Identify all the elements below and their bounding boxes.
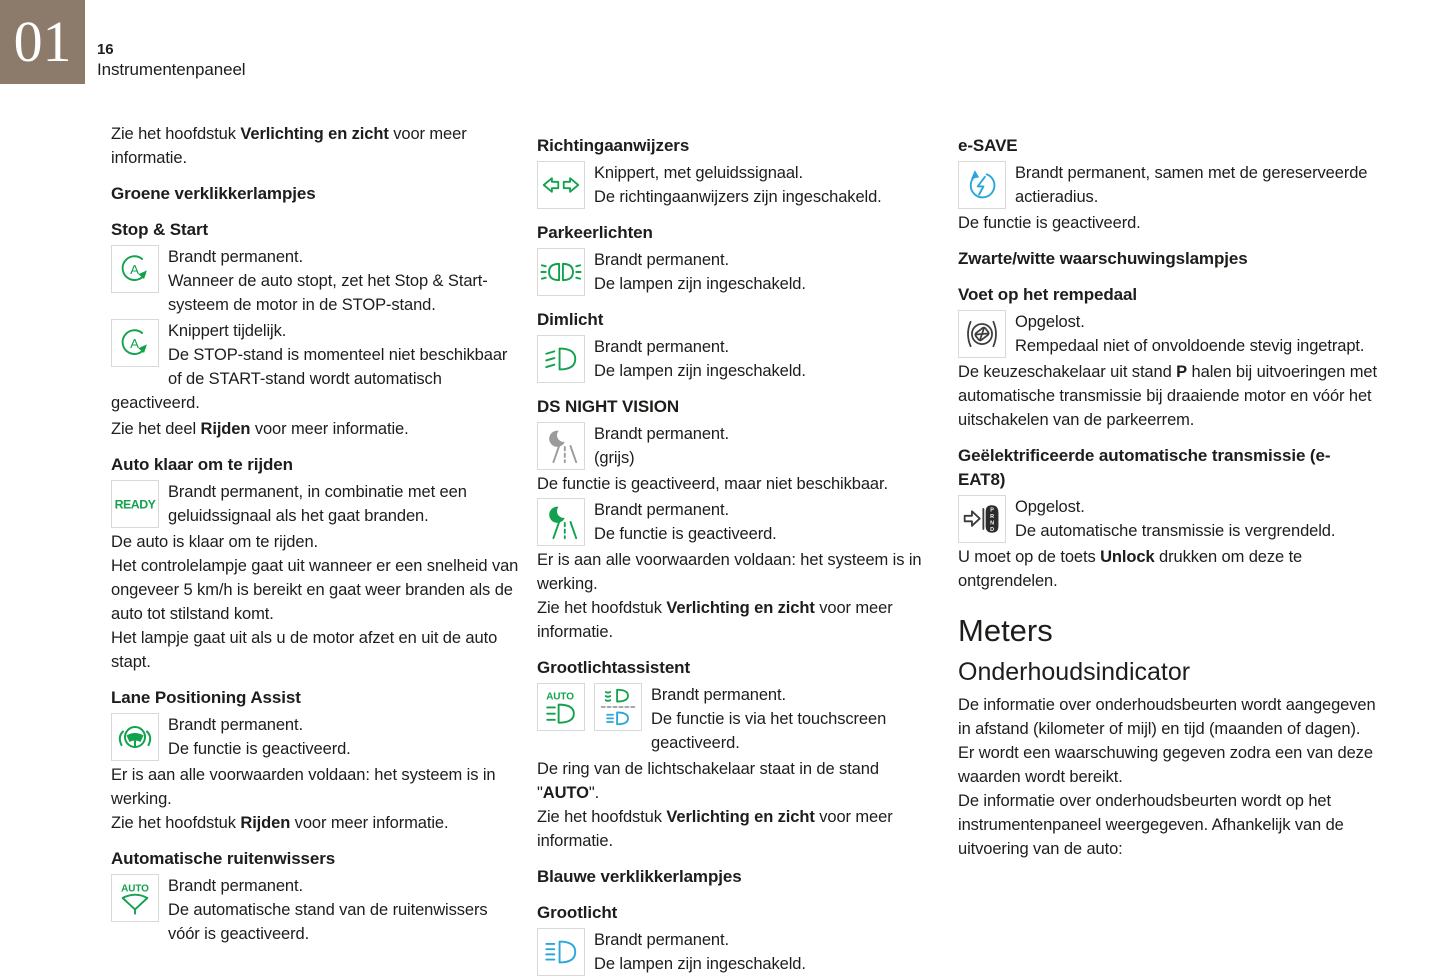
indicator-state: Brandt permanent. [594, 931, 729, 949]
reference-note: Zie het hoofdstuk Verlichting en zicht voor meer informatie. [537, 599, 893, 641]
indicator-desc: De functie is geactiveerd. [958, 214, 1141, 232]
auto-wiper-icon [111, 874, 159, 922]
indicator-state: Opgelost. [1015, 313, 1085, 331]
reference-note: Zie het hoofdstuk Verlichting en zicht voor meer informatie. [537, 808, 893, 850]
indicator-desc: U moet op de toets Unlock drukken om deze te ontgrendelen. [958, 548, 1303, 590]
svg-text:N: N [990, 520, 994, 527]
indicator-desc: Er is aan alle voorwaarden voldaan: het systeem is in werking. [537, 551, 922, 593]
indicator-row [111, 874, 519, 946]
indicator-desc: De automatische stand van de ruitenwissers vóór is geactiveerd. [168, 901, 488, 943]
section-title: Geëlektrificeerde automatische transmissie (e-EAT8) [958, 446, 1331, 489]
section-ready [111, 453, 519, 674]
heading-black-white-lamps: Zwarte/witte waarschuwingslampjes [958, 249, 1248, 268]
section-title: Onderhoudsindicator [958, 658, 1191, 686]
section-title: Auto klaar om te rijden [111, 455, 293, 474]
main-beam-icon [537, 928, 585, 976]
section-main-beam [537, 901, 945, 976]
column-1 [111, 122, 519, 978]
low-beam-icon [537, 335, 585, 383]
heading-blue-lamps: Blauwe verklikkerlampjes [537, 867, 742, 886]
indicator-desc: De auto is klaar om te rijden. [111, 533, 319, 551]
section-esave [958, 134, 1377, 235]
indicator-row [537, 683, 945, 755]
indicator-desc: Het controlelampje gaat uit wanneer er een snelheid van ongeveer 5 km/h is bereikt en gaat weer branden als de auto tot stilstand komt. [111, 557, 519, 623]
body-paragraph: De informatie over onderhoudsbeurten wordt aangegeven in afstand (kilometer of mijl) en tijd (maanden of dagen). [958, 696, 1376, 738]
indicator-row [958, 495, 1377, 543]
indicator-row [537, 248, 945, 296]
svg-text:D: D [990, 526, 994, 533]
indicator-row [111, 319, 519, 415]
body-paragraph: De informatie over onderhoudsbeurten wordt op het instrumentenpaneel weergegeven. Afhankelijk van de uitvoering van de auto: [958, 792, 1344, 858]
indicator-state: Brandt permanent. [594, 501, 729, 519]
svg-text:P: P [990, 507, 994, 514]
auto-high-beam-icon [537, 683, 585, 731]
indicator-state: Knippert tijdelijk. [168, 322, 287, 340]
stop-start-icon [111, 319, 159, 367]
indicator-desc: De functie is geactiveerd. [594, 525, 777, 543]
column-3 [958, 122, 1377, 978]
section-brake-pedal [958, 283, 1377, 432]
indicator-desc: Rempedaal niet of onvoldoende stevig ingetrapt. [1015, 337, 1365, 355]
indicator-desc: De functie is geactiveerd. [168, 740, 351, 758]
indicator-state: Knippert, met geluidssignaal. [594, 164, 803, 182]
section-title: Voet op het rempedaal [958, 285, 1137, 304]
night-vision-green-icon [537, 498, 585, 546]
body-paragraph: Er wordt een waarschuwing gegeven zodra een van deze waarden wordt bereikt. [958, 744, 1373, 786]
indicator-desc: De functie is via het touchscreen geactiveerd. [651, 710, 887, 752]
page-title: Instrumentenpaneel [97, 60, 246, 79]
section-title: Dimlicht [537, 310, 604, 329]
indicator-state: Brandt permanent. [168, 716, 303, 734]
intro-paragraph: Zie het hoofdstuk Verlichting en zicht voor meer informatie. [111, 125, 467, 167]
section-title: e-SAVE [958, 136, 1018, 155]
stop-start-icon [111, 245, 159, 293]
indicator-row [537, 161, 945, 209]
indicator-desc: De lampen zijn ingeschakeld. [594, 955, 806, 973]
section-high-beam-assist [537, 656, 945, 853]
svg-text:AUTO: AUTO [546, 691, 574, 703]
svg-text:READY: READY [114, 497, 156, 512]
page-header [97, 41, 245, 81]
indicator-desc: De functie is geactiveerd, maar niet beschikbaar. [537, 475, 888, 493]
indicator-desc: De STOP-stand is momenteel niet beschikbaar of de START-stand wordt automatisch geactiveerd. [111, 346, 508, 412]
section-title: Stop & Start [111, 220, 209, 239]
ready-icon [111, 480, 159, 528]
svg-text:R: R [990, 514, 994, 521]
section-title: Richtingaanwijzers [537, 136, 690, 155]
section-title: Automatische ruitenwissers [111, 849, 336, 868]
indicator-state: Brandt permanent. [594, 425, 729, 443]
indicator-desc: Het lampje gaat uit als u de motor afzet en uit de auto stapt. [111, 629, 498, 671]
section-night-vision [537, 395, 945, 644]
section-title: DS NIGHT VISION [537, 397, 680, 416]
chapter-number: 01 [13, 9, 72, 74]
indicator-desc: De lampen zijn ingeschakeld. [594, 275, 806, 293]
section-eat8 [958, 444, 1377, 593]
section-title: Lane Positioning Assist [111, 688, 301, 707]
section-auto-wipers [111, 847, 519, 946]
page-number: 16 [97, 41, 114, 58]
indicator-row [537, 928, 945, 976]
section-maintenance-indicator [958, 657, 1377, 861]
reference-note: Zie het deel Rijden voor meer informatie. [111, 420, 409, 438]
indicator-state: Brandt permanent. [651, 686, 786, 704]
indicator-row [958, 310, 1377, 358]
svg-text:A: A [130, 336, 139, 352]
section-title: Grootlichtassistent [537, 658, 691, 677]
lane-positioning-assist-icon [111, 713, 159, 761]
indicator-state: Brandt permanent. [594, 338, 729, 356]
indicator-desc: De automatische transmissie is vergrendeld. [1015, 522, 1336, 540]
turn-indicators-icon [537, 161, 585, 209]
indicator-row [111, 480, 519, 528]
section-parking-lights [537, 221, 945, 296]
heading-meters: Meters [958, 613, 1053, 648]
indicator-state: Brandt permanent. [168, 248, 303, 266]
indicator-desc: De richtingaanwijzers zijn ingeschakeld. [594, 188, 882, 206]
indicator-state: Brandt permanent, samen met de gereserveerde actieradius. [1015, 164, 1368, 206]
section-title: Grootlicht [537, 903, 618, 922]
reference-note: Zie het hoofdstuk Rijden voor meer informatie. [111, 814, 449, 832]
high-beam-assist-icon [594, 683, 642, 731]
indicator-row [111, 245, 519, 317]
brake-pedal-icon [958, 310, 1006, 358]
indicator-row [537, 335, 945, 383]
night-vision-gray-icon [537, 422, 585, 470]
parking-lights-icon [537, 248, 585, 296]
indicator-desc: De ring van de lichtschakelaar staat in de stand "AUTO". [537, 760, 879, 802]
indicator-state: Brandt permanent, in combinatie met een geluidssignaal als het gaat branden. [168, 483, 467, 525]
e-save-icon [958, 161, 1006, 209]
section-low-beam [537, 308, 945, 383]
indicator-desc: Wanneer de auto stopt, zet het Stop & Start-systeem de motor in de STOP-stand. [168, 272, 488, 314]
section-lane-positioning-assist [111, 686, 519, 835]
section-turn-indicators [537, 134, 945, 209]
indicator-state: Brandt permanent. [168, 877, 303, 895]
section-stop-start [111, 218, 519, 441]
svg-text:AUTO: AUTO [121, 883, 149, 895]
indicator-note: (grijs) [594, 449, 635, 467]
indicator-row [537, 422, 945, 470]
heading-green-lamps: Groene verklikkerlampjes [111, 184, 316, 203]
indicator-state: Opgelost. [1015, 498, 1085, 516]
indicator-desc: De lampen zijn ingeschakeld. [594, 362, 806, 380]
indicator-state: Brandt permanent. [594, 251, 729, 269]
indicator-row [958, 161, 1377, 209]
svg-text:A: A [130, 262, 139, 278]
indicator-row [537, 498, 945, 546]
eat8-lock-icon [958, 495, 1006, 543]
chapter-number-box [0, 0, 85, 84]
column-2 [537, 122, 945, 978]
indicator-desc: Er is aan alle voorwaarden voldaan: het systeem is in werking. [111, 766, 496, 808]
indicator-row [111, 713, 519, 761]
indicator-desc: De keuzeschakelaar uit stand P halen bij uitvoeringen met automatische transmissie bij draaiende motor en vóór het uitschakelen van de parkeerrem. [958, 363, 1377, 429]
section-title: Parkeerlichten [537, 223, 653, 242]
